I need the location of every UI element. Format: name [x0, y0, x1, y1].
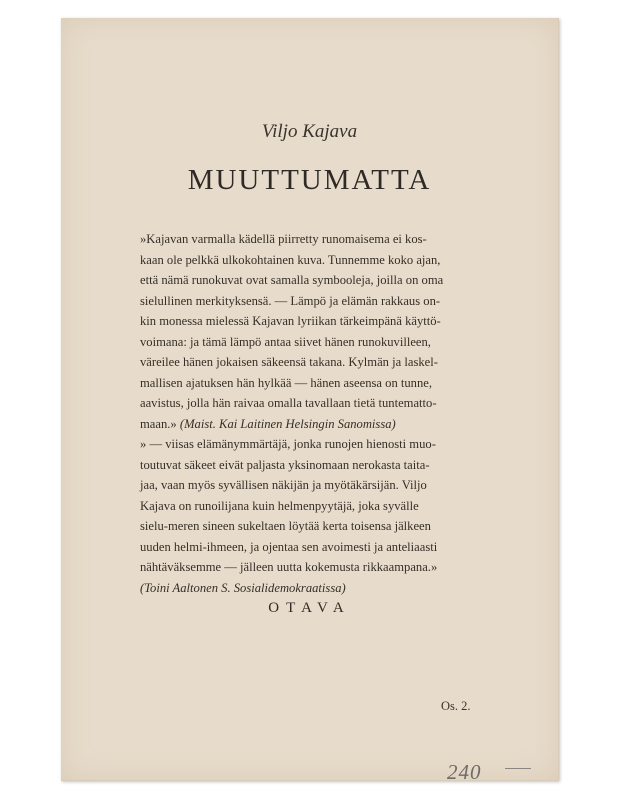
quote1-last-line: [140, 414, 475, 435]
quote1-source: (Maist. Kai Laitinen Helsingin Sanomissa): [179, 416, 396, 431]
quote2-line: sielu-meren sineen sukeltaen löytää kerta toisensa jälkeen: [140, 519, 431, 533]
quote2-line: Kajava on runoilijana kuin helmenpyytäjä, joka syvälle: [140, 498, 419, 513]
quote2-line: uuden helmi-ihmeen, ja ojentaa sen avoimesti ja anteliaasti: [140, 539, 438, 554]
quote2-source: (Toini Aaltonen S. Sosialidemokraatissa): [140, 580, 346, 595]
review-quotes: [140, 229, 475, 598]
handwritten-price-note: 240: [447, 760, 482, 784]
quote2-line: toutuvat säkeet eivät paljasta yksinomaan nerokasta taita-: [140, 457, 430, 472]
quote1-line: aavistus, jolla hän raivaa omalla tavallaan tietä tuntematto-: [140, 396, 437, 410]
price-code: Os. 2.: [441, 699, 471, 713]
quote2-line: » — viisas elämänymmärtäjä, jonka runojen hienosti muo-: [140, 437, 436, 451]
quote1-line: kaan ole pelkkä ulkokohtainen kuva. Tunnemme koko ajan,: [140, 252, 441, 267]
quote2-line: jaa, vaan myös syvällisen näkijän ja myötäkärsijän. Viljo: [140, 478, 427, 492]
book-back-cover: [61, 18, 559, 784]
author-name: Viljo Kajava: [261, 121, 358, 142]
quote1-line: voimana: ja tämä lämpö antaa siivet hänen runokuvilleen,: [140, 334, 431, 349]
quote1-line: mallisen ajatuksen hän hylkää — hänen aseensa on tunne,: [140, 375, 433, 390]
quote1-line: että nämä runokuvat ovat samalla symbooleja, joilla on oma: [140, 273, 444, 287]
quote1-line: väreilee hänen jokaisen säkeensä takana. Kylmän ja laskel-: [140, 355, 438, 369]
book-title: MUUTTUMATTA: [187, 164, 432, 196]
quote1-line: »Kajavan varmalla kädellä piirretty runomaisema ei kos-: [140, 232, 427, 246]
quote1-line: sielullinen merkityksensä. — Lämpö ja elämän rakkaus on-: [140, 293, 441, 308]
quote1-line: maan.»: [140, 416, 177, 431]
quote1-line: kin monessa mielessä Kajavan lyriikan tärkeimpänä käyttö-: [140, 314, 441, 328]
publisher-name: OTAVA: [268, 600, 351, 616]
quote2-line: nähtäväksemme — jälleen uutta kokemusta rikkaampana.»: [140, 560, 438, 574]
